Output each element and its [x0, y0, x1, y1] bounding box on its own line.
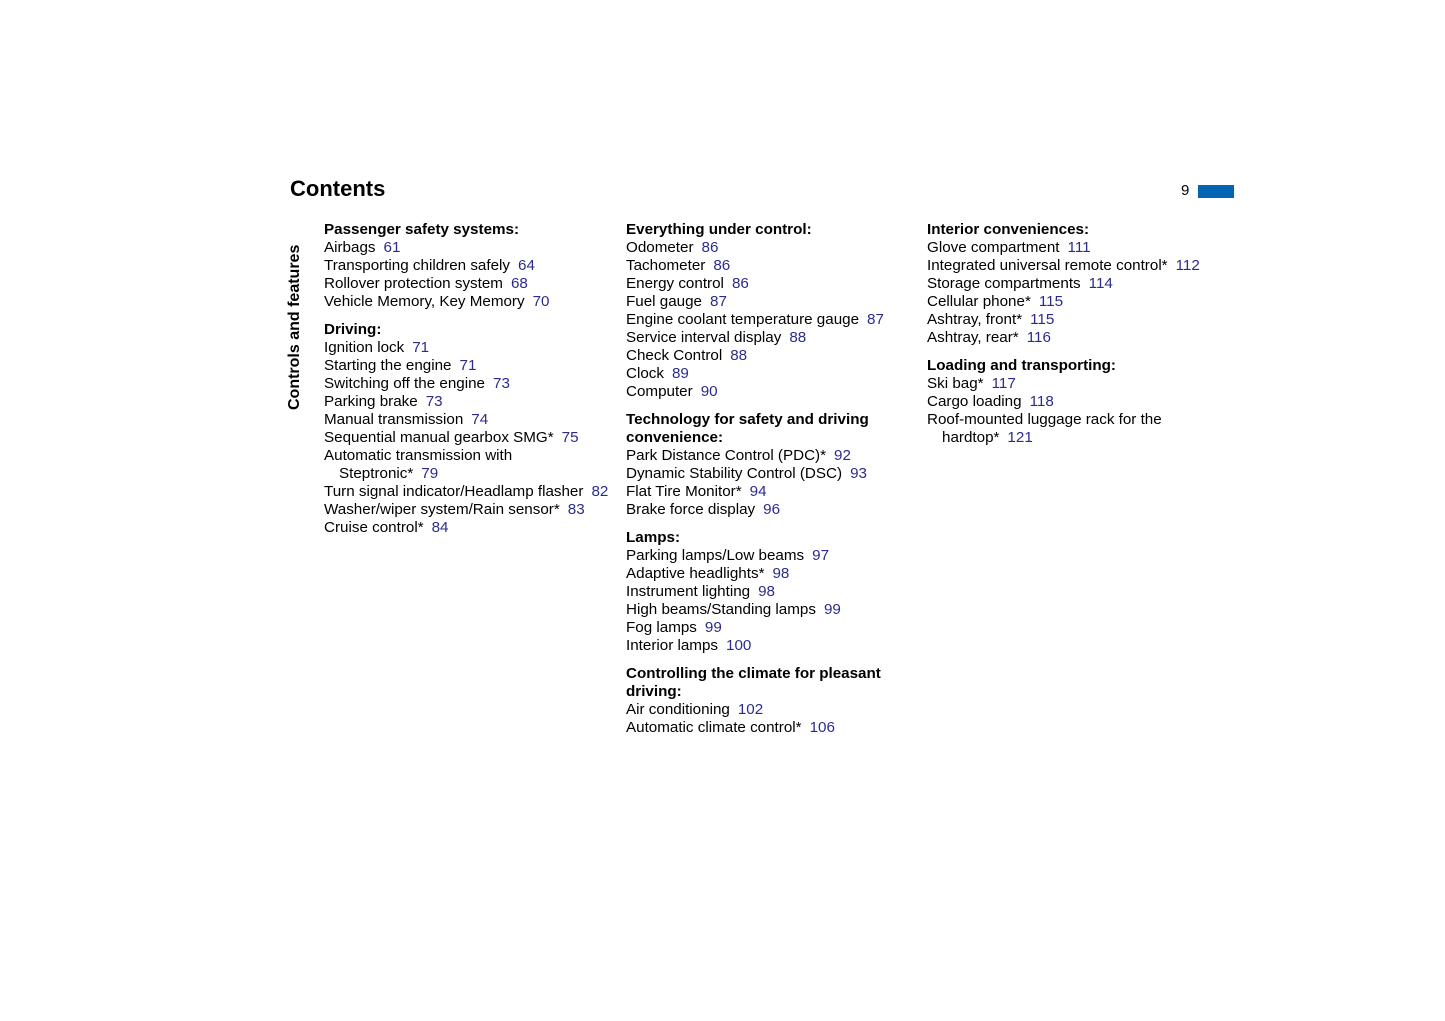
- toc-entry-title: Computer: [626, 383, 693, 400]
- toc-entry-page-link[interactable]: 112: [1175, 257, 1200, 274]
- toc-entry-title: Adaptive headlights*: [626, 565, 765, 582]
- toc-entry-page-link[interactable]: 100: [726, 637, 752, 654]
- toc-entry-page-link[interactable]: 106: [809, 719, 835, 736]
- toc-section-heading: Loading and transporting:: [927, 357, 1116, 374]
- toc-entry-page-link[interactable]: 82: [591, 483, 609, 500]
- toc-entry[interactable]: [324, 293, 614, 311]
- toc-entry-page-link[interactable]: 84: [431, 519, 449, 536]
- toc-entry-title: Dynamic Stability Control (DSC): [626, 465, 843, 482]
- toc-entry-title: Washer/wiper system/Rain sensor*: [324, 501, 560, 518]
- toc-entry-title: Fuel gauge: [626, 293, 702, 310]
- toc-section: [927, 221, 1217, 347]
- toc-entry[interactable]: [626, 293, 916, 311]
- toc-entry[interactable]: [324, 447, 614, 483]
- toc-entry[interactable]: [626, 483, 916, 501]
- toc-section-heading: Lamps:: [626, 529, 681, 546]
- toc-entry[interactable]: [626, 365, 916, 383]
- toc-section-heading: Technology for safety and driving convenience:: [626, 411, 869, 446]
- toc-entry-title: Storage compartments: [927, 275, 1081, 292]
- toc-entry[interactable]: [324, 239, 614, 257]
- toc-entry[interactable]: [324, 501, 614, 519]
- toc-entry-title: Manual transmission: [324, 411, 464, 428]
- toc-column-3: [927, 221, 1217, 457]
- toc-entry-page-link[interactable]: 115: [1030, 311, 1055, 328]
- toc-entry-title: Parking lamps/Low beams: [626, 547, 805, 564]
- toc-entry-page-link[interactable]: 74: [471, 411, 489, 428]
- toc-entry-title: Automatic climate control*: [626, 719, 802, 736]
- toc-entry-title: Clock: [626, 365, 664, 382]
- toc-entry-title: Cargo loading: [927, 393, 1022, 410]
- toc-entry-title: Ashtray, rear*: [927, 329, 1019, 346]
- toc-entry-page-link[interactable]: 61: [383, 239, 401, 256]
- toc-section: [324, 221, 614, 311]
- toc-entry-page-link[interactable]: 71: [459, 357, 477, 374]
- toc-entry[interactable]: [927, 293, 1217, 311]
- toc-entry[interactable]: [324, 429, 614, 447]
- toc-entry-page-link[interactable]: 116: [1026, 329, 1051, 346]
- toc-section-heading: Controlling the climate for pleasant driving:: [626, 665, 881, 700]
- toc-entry-title: Roof-mounted luggage rack for the hardtop*: [927, 411, 1162, 446]
- section-side-label: Controls and features: [286, 244, 303, 410]
- toc-entry[interactable]: [626, 601, 916, 619]
- toc-entry-page-link[interactable]: 75: [561, 429, 579, 446]
- toc-entry-page-link[interactable]: 86: [713, 257, 731, 274]
- toc-entry-title: High beams/Standing lamps: [626, 601, 816, 618]
- toc-entry[interactable]: [927, 275, 1217, 293]
- toc-entry-title: Fog lamps: [626, 619, 697, 636]
- toc-entry-title: Odometer: [626, 239, 694, 256]
- toc-entry-page-link[interactable]: 94: [749, 483, 767, 500]
- toc-entry-page-link[interactable]: 92: [834, 447, 851, 464]
- toc-entry-title: Brake force display: [626, 501, 756, 518]
- toc-section-heading: Interior conveniences:: [927, 221, 1090, 238]
- toc-section: [626, 221, 916, 401]
- toc-entry-page-link[interactable]: 111: [1067, 239, 1091, 256]
- toc-entry[interactable]: [927, 393, 1217, 411]
- toc-section: [324, 321, 614, 537]
- toc-column-1: [324, 221, 614, 547]
- toc-entry-title: Glove compartment: [927, 239, 1060, 256]
- toc-entry-title: Check Control: [626, 347, 723, 364]
- toc-entry[interactable]: [927, 411, 1217, 447]
- toc-entry-title: Rollover protection system: [324, 275, 503, 292]
- toc-entry-title: Sequential manual gearbox SMG*: [324, 429, 554, 446]
- toc-entry-title: Service interval display: [626, 329, 782, 346]
- toc-entry-title: Engine coolant temperature gauge: [626, 311, 860, 328]
- toc-section-heading: Driving:: [324, 321, 382, 338]
- page-marker-bar: [1198, 185, 1234, 198]
- toc-entry[interactable]: [626, 311, 916, 329]
- toc-entry-page-link[interactable]: 98: [758, 583, 776, 600]
- toc-entry[interactable]: [324, 393, 614, 411]
- toc-entry[interactable]: [626, 719, 916, 737]
- toc-entry[interactable]: [927, 239, 1217, 257]
- toc-entry[interactable]: [324, 357, 614, 375]
- toc-entry-title: Switching off the engine: [324, 375, 485, 392]
- toc-entry[interactable]: [626, 583, 916, 601]
- toc-entry-page-link[interactable]: 64: [518, 257, 535, 274]
- toc-entry[interactable]: [626, 383, 916, 401]
- toc-entry-page-link[interactable]: 121: [1007, 429, 1033, 446]
- toc-entry-page-link[interactable]: 98: [772, 565, 790, 582]
- toc-entry[interactable]: [324, 411, 614, 429]
- toc-entry-title: Cellular phone*: [927, 293, 1031, 310]
- toc-entry-page-link[interactable]: 88: [789, 329, 807, 346]
- toc-entry-page-link[interactable]: 73: [425, 393, 443, 410]
- toc-entry-page-link[interactable]: 88: [730, 347, 748, 364]
- toc-entry[interactable]: [626, 329, 916, 347]
- toc-entry-title: Transporting children safely: [324, 257, 510, 274]
- toc-section: [626, 529, 916, 655]
- toc-entry[interactable]: [626, 619, 916, 637]
- toc-entry-page-link[interactable]: 83: [567, 501, 585, 518]
- page-number: 9: [1181, 182, 1190, 199]
- toc-entry[interactable]: [927, 375, 1217, 393]
- toc-entry-title: Starting the engine: [324, 357, 452, 374]
- toc-entry[interactable]: [626, 447, 916, 465]
- toc-entry[interactable]: [626, 565, 916, 583]
- toc-entry-page-link[interactable]: 71: [412, 339, 430, 356]
- toc-entry-page-link[interactable]: 70: [532, 293, 550, 310]
- toc-entry-page-link[interactable]: 99: [823, 601, 841, 618]
- toc-entry-title: Parking brake: [324, 393, 418, 410]
- toc-entry-page-link[interactable]: 73: [493, 375, 510, 392]
- toc-entry[interactable]: [626, 347, 916, 365]
- toc-column-2: [626, 221, 916, 747]
- toc-entry-page-link[interactable]: 118: [1029, 393, 1054, 410]
- toc-section-heading: Everything under control:: [626, 221, 812, 238]
- toc-entry-title: Cruise control*: [324, 519, 424, 536]
- toc-entry-page-link[interactable]: 68: [510, 275, 528, 292]
- toc-entry[interactable]: [324, 275, 614, 293]
- toc-entry-page-link[interactable]: 93: [850, 465, 867, 482]
- toc-entry-title: Air conditioning: [626, 701, 730, 718]
- toc-entry-title: Energy control: [626, 275, 724, 292]
- toc-entry[interactable]: [626, 547, 916, 565]
- toc-entry-title: Integrated universal remote control*: [927, 257, 1168, 274]
- toc-entry-title: Tachometer: [626, 257, 706, 274]
- toc-entry-title: Airbags: [324, 239, 376, 256]
- toc-entry[interactable]: [324, 339, 614, 357]
- toc-entry[interactable]: [324, 483, 614, 501]
- toc-entry[interactable]: [626, 239, 916, 257]
- toc-section: [927, 357, 1217, 447]
- toc-entry[interactable]: [927, 329, 1217, 347]
- toc-entry-title: Ignition lock: [324, 339, 405, 356]
- toc-entry-page-link[interactable]: 102: [737, 701, 764, 718]
- toc-entry-page-link[interactable]: 114: [1088, 275, 1113, 292]
- toc-entry[interactable]: [324, 257, 614, 275]
- toc-entry[interactable]: [324, 375, 614, 393]
- toc-entry-title: Ashtray, front*: [927, 311, 1023, 328]
- toc-entry-page-link[interactable]: 89: [671, 365, 689, 382]
- toc-entry[interactable]: [626, 257, 916, 275]
- toc-section-heading: Passenger safety systems:: [324, 221, 520, 238]
- toc-entry-page-link[interactable]: 79: [421, 465, 439, 482]
- toc-entry[interactable]: [626, 465, 916, 483]
- toc-section: [626, 411, 916, 519]
- toc-entry[interactable]: [324, 519, 614, 537]
- toc-entry-page-link[interactable]: 90: [700, 383, 718, 400]
- toc-entry[interactable]: [626, 501, 916, 519]
- toc-entry-title: Park Distance Control (PDC)*: [626, 447, 827, 464]
- toc-section: [626, 665, 916, 737]
- toc-entry-title: Flat Tire Monitor*: [626, 483, 742, 500]
- toc-entry-title: Automatic transmission with Steptronic*: [324, 447, 513, 482]
- toc-entry-page-link[interactable]: 99: [704, 619, 722, 636]
- toc-entry-page-link[interactable]: 115: [1038, 293, 1064, 310]
- toc-entry[interactable]: [927, 311, 1217, 329]
- toc-entry-page-link[interactable]: 87: [867, 311, 884, 328]
- toc-entry-page-link[interactable]: 87: [710, 293, 727, 310]
- toc-entry-title: Turn signal indicator/Headlamp flasher: [324, 483, 584, 500]
- toc-entry-page-link[interactable]: 86: [731, 275, 749, 292]
- toc-entry-title: Vehicle Memory, Key Memory: [324, 293, 525, 310]
- toc-entry-title: Instrument lighting: [626, 583, 751, 600]
- toc-entry[interactable]: [626, 701, 916, 719]
- toc-entry-title: Interior lamps: [626, 637, 719, 654]
- toc-entry-page-link[interactable]: 86: [701, 239, 719, 256]
- toc-entry-page-link[interactable]: 96: [763, 501, 781, 518]
- page-title: Contents: [290, 176, 386, 201]
- toc-entry-title: Ski bag*: [927, 375, 984, 392]
- toc-entry[interactable]: [626, 637, 916, 655]
- toc-entry[interactable]: [626, 275, 916, 293]
- toc-entry-page-link[interactable]: 117: [991, 375, 1016, 392]
- toc-entry-page-link[interactable]: 97: [812, 547, 830, 564]
- toc-entry[interactable]: [927, 257, 1217, 275]
